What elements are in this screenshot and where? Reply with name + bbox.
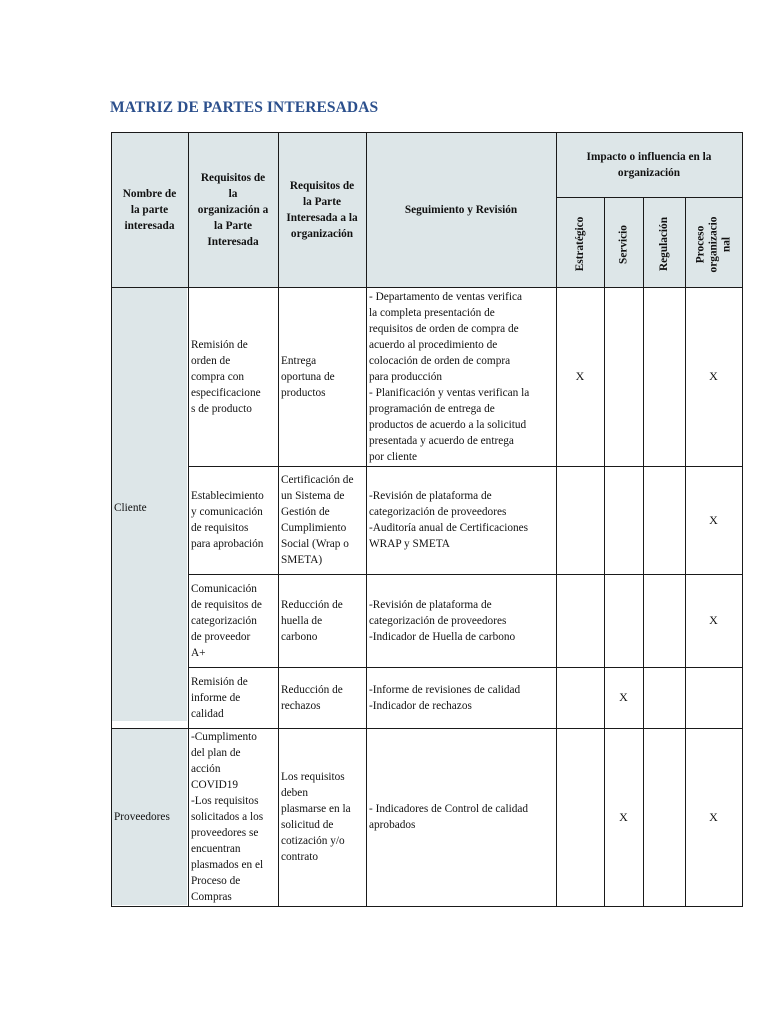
header-requisitos-organizacion-line: Interesada — [207, 235, 259, 248]
row-3-req-org — [188, 667, 278, 728]
row-4-req-parte — [278, 728, 366, 906]
row-1-seguimiento-line: -Auditoría anual de Certificaciones — [369, 522, 529, 534]
row-1-req-parte-line: Gestión de — [281, 506, 330, 518]
row-1-req-parte — [278, 466, 366, 574]
row-1-regulacion-mark — [643, 466, 685, 574]
row-3-req-org-line: Remisión de — [191, 675, 248, 688]
row-0-seguimiento-line: la completa presentación de — [369, 306, 495, 319]
row-4-regulacion-mark — [643, 728, 685, 906]
row-2-req-org-line: de requisitos de — [191, 598, 262, 611]
grid-row-line — [188, 667, 743, 668]
header-nombre-line: interesada — [124, 219, 175, 232]
row-0-estrategico-mark: X — [575, 369, 585, 383]
row-4-req-org-line: acción — [191, 763, 221, 775]
grid-col-line — [556, 132, 557, 907]
row-4-req-parte-line: cotización y/o — [281, 835, 345, 847]
header-servicio-label: Servicio — [617, 224, 629, 264]
row-3-seguimiento-line: -Indicador de rechazos — [369, 699, 472, 712]
row-0-seguimiento-line: productos de acuerdo a la solicitud — [369, 418, 527, 431]
row-0-req-org-line: orden de — [191, 354, 231, 367]
row-2-req-org-line: de proveedor — [191, 630, 251, 643]
row-0-req-parte-line: oportuna de — [281, 370, 335, 383]
row-4-req-org-line: plasmados en el — [191, 859, 264, 871]
header-nombre — [111, 132, 188, 287]
row-0-seguimiento-line: acuerdo al procedimiento de — [369, 338, 498, 351]
row-0-seguimiento-line: colocación de orden de compra — [369, 354, 511, 367]
row-4-req-org-line: del plan de — [191, 747, 241, 759]
row-2-req-parte-line: Reducción de — [281, 598, 343, 611]
row-0-regulacion-mark — [643, 287, 685, 466]
header-nombre-line: Nombre de — [122, 187, 177, 200]
header-proceso-line: Proceso — [694, 225, 706, 263]
header-impacto-line: organización — [617, 166, 681, 179]
row-4-req-org-line: solicitados a los — [191, 811, 264, 823]
row-3-regulacion-mark — [643, 667, 685, 728]
header-requisitos-parte-line: organización — [290, 227, 354, 240]
row-2-req-parte — [278, 574, 366, 667]
row-1-req-org — [188, 466, 278, 574]
document-title: MATRIZ DE PARTES INTERESADAS — [110, 99, 379, 116]
row-4-req-parte-line: contrato — [281, 851, 319, 863]
row-1-seguimiento — [366, 466, 556, 574]
row-1-servicio-mark — [604, 466, 643, 574]
row-0-req-org-line: especificacione — [191, 386, 261, 399]
row-1-req-org-line: de requisitos — [191, 522, 249, 534]
row-0-proceso-mark: X — [709, 369, 718, 383]
row-2-req-org-line: A+ — [191, 646, 206, 659]
header-impacto-line: Impacto o influencia en la — [586, 150, 712, 163]
row-2-servicio-mark — [604, 574, 643, 667]
grid-col-line — [742, 132, 743, 907]
row-2-estrategico-mark — [556, 574, 604, 667]
header-proceso-line: nal — [720, 236, 732, 252]
row-2-seguimiento — [366, 574, 556, 667]
row-4-req-org-line: COVID19 — [191, 779, 239, 791]
header-requisitos-organizacion-line: la — [228, 187, 238, 200]
header-seguimiento-label: Seguimiento y Revisión — [404, 203, 518, 216]
header-requisitos-parte-line: Requisitos de — [289, 179, 355, 192]
grid-row-line — [111, 728, 743, 729]
row-4-req-org-line: encuentran — [191, 843, 241, 855]
row-2-seguimiento-line: -Indicador de Huella de carbono — [369, 630, 516, 643]
row-4-req-org-line: Proceso de — [191, 875, 241, 887]
row-1-req-parte-line: Social (Wrap o — [281, 538, 349, 550]
header-requisitos-parte-line: la Parte — [303, 195, 341, 208]
row-4-req-org-line: Compras — [191, 891, 232, 903]
row-4-req-org — [188, 728, 278, 906]
row-3-req-parte — [278, 667, 366, 728]
header-impacto — [556, 132, 742, 197]
row-1-estrategico-mark — [556, 466, 604, 574]
row-2-seguimiento-line: -Revisión de plataforma de — [369, 598, 492, 611]
row-4-req-parte-line: Los requisitos — [281, 771, 345, 783]
header-nombre-line: la parte — [130, 203, 169, 216]
row-0-seguimiento-line: presentada y acuerdo de entrega — [369, 434, 514, 447]
header-proceso-label — [686, 199, 741, 289]
row-4-req-parte-line: solicitud de — [281, 819, 334, 831]
grid-row-line — [188, 574, 743, 575]
grid-row-line — [188, 466, 743, 467]
header-requisitos-parte-line: Interesada a la — [286, 211, 358, 224]
row-4-req-parte-line: plasmarse en la — [281, 803, 351, 815]
row-2-req-org — [188, 574, 278, 667]
row-3-req-parte-line: rechazos — [281, 699, 321, 712]
row-3-req-parte-line: Reducción de — [281, 683, 343, 696]
row-4-req-parte-line: deben — [281, 787, 308, 799]
grid-bottom — [111, 906, 743, 907]
row-3-proceso-mark — [685, 667, 742, 728]
row-1-seguimiento-line: WRAP y SMETA — [369, 538, 450, 550]
party-proveedores: Proveedores — [114, 811, 170, 823]
grid-col-line — [643, 197, 644, 907]
row-4-req-org-line: proveedores se — [191, 827, 259, 839]
row-2-proceso-mark: X — [709, 613, 718, 627]
header-requisitos-organizacion — [188, 132, 278, 287]
header-requisitos-organizacion-line: la Parte — [214, 219, 252, 232]
row-0-seguimiento-line: requisitos de orden de compra de — [369, 322, 519, 335]
grid-col-line — [111, 132, 112, 907]
grid-col-line — [278, 132, 279, 907]
row-4-seguimiento — [366, 728, 556, 906]
row-2-regulacion-mark — [643, 574, 685, 667]
row-1-req-parte-line: SMETA) — [281, 554, 323, 566]
row-0-servicio-mark — [604, 287, 643, 466]
grid-header-bottom — [111, 287, 743, 288]
row-3-seguimiento-line: -Informe de revisiones de calidad — [369, 683, 521, 696]
row-2-req-parte-line: carbono — [281, 630, 318, 643]
row-4-estrategico-mark — [556, 728, 604, 906]
row-0-seguimiento-line: por cliente — [369, 450, 417, 463]
header-proceso-line: organizacio — [707, 216, 719, 272]
row-4-seguimiento-line: - Indicadores de Control de calidad — [369, 803, 529, 815]
row-0-req-parte — [278, 287, 366, 466]
grid-col-line — [604, 197, 605, 907]
header-requisitos-organizacion-line: Requisitos de — [200, 171, 266, 184]
header-requisitos-parte — [278, 132, 366, 287]
row-1-seguimiento-line: categorización de proveedores — [369, 506, 507, 518]
row-1-proceso-mark: X — [709, 512, 718, 527]
grid-col-line — [685, 197, 686, 907]
header-requisitos-organizacion-line: organización a — [197, 203, 269, 216]
row-1-seguimiento-line: -Revisión de plataforma de — [369, 490, 492, 502]
grid-impacto-bottom — [556, 197, 743, 198]
row-2-req-org-line: Comunicación — [191, 582, 257, 595]
grid-top — [111, 132, 743, 133]
row-1-req-parte-line: un Sistema de — [281, 490, 345, 502]
row-0-seguimiento-line: para producción — [369, 370, 443, 383]
row-0-req-org-line: compra con — [191, 370, 245, 383]
row-0-req-org — [188, 287, 278, 466]
header-seguimiento — [366, 132, 556, 287]
row-3-req-org-line: informe de — [191, 691, 241, 704]
row-1-req-parte-line: Cumplimiento — [281, 522, 347, 534]
grid-col-line — [188, 132, 189, 907]
row-1-req-org-line: para aprobación — [191, 538, 264, 550]
row-0-req-parte-line: productos — [281, 386, 326, 399]
row-4-req-org-line: -Cumplimento — [191, 731, 257, 743]
row-1-req-org-line: y comunicación — [191, 506, 263, 518]
row-2-req-org-line: categorización — [191, 614, 257, 627]
row-3-seguimiento — [366, 667, 556, 728]
row-4-servicio-mark: X — [619, 809, 628, 824]
row-0-req-parte-line: Entrega — [281, 354, 317, 367]
row-0-req-org-line: s de producto — [191, 402, 252, 415]
party-cliente: Cliente — [114, 501, 147, 514]
row-4-req-org-line: -Los requisitos — [191, 795, 259, 807]
row-3-req-org-line: calidad — [191, 707, 224, 720]
row-3-estrategico-mark — [556, 667, 604, 728]
row-0-seguimiento-line: programación de entrega de — [369, 402, 495, 415]
row-1-req-org-line: Establecimiento — [191, 490, 264, 502]
row-1-req-parte-line: Certificación de — [281, 474, 354, 486]
row-4-proceso-mark: X — [709, 809, 718, 824]
row-0-req-org-line: Remisión de — [191, 338, 248, 351]
row-0-seguimiento-line: - Planificación y ventas verifican la — [369, 386, 530, 399]
row-4-seguimiento-line: aprobados — [369, 819, 416, 831]
header-estrategico-label: Estratégico — [573, 216, 586, 272]
row-2-seguimiento-line: categorización de proveedores — [369, 614, 507, 627]
row-0-seguimiento-line: - Departamento de ventas verifica — [369, 290, 523, 303]
row-3-servicio-mark: X — [619, 690, 628, 704]
grid-col-line — [366, 132, 367, 907]
header-regulacion-label: Regulación — [657, 217, 670, 271]
row-0-seguimiento — [366, 287, 556, 466]
row-2-req-parte-line: huella de — [281, 614, 323, 627]
